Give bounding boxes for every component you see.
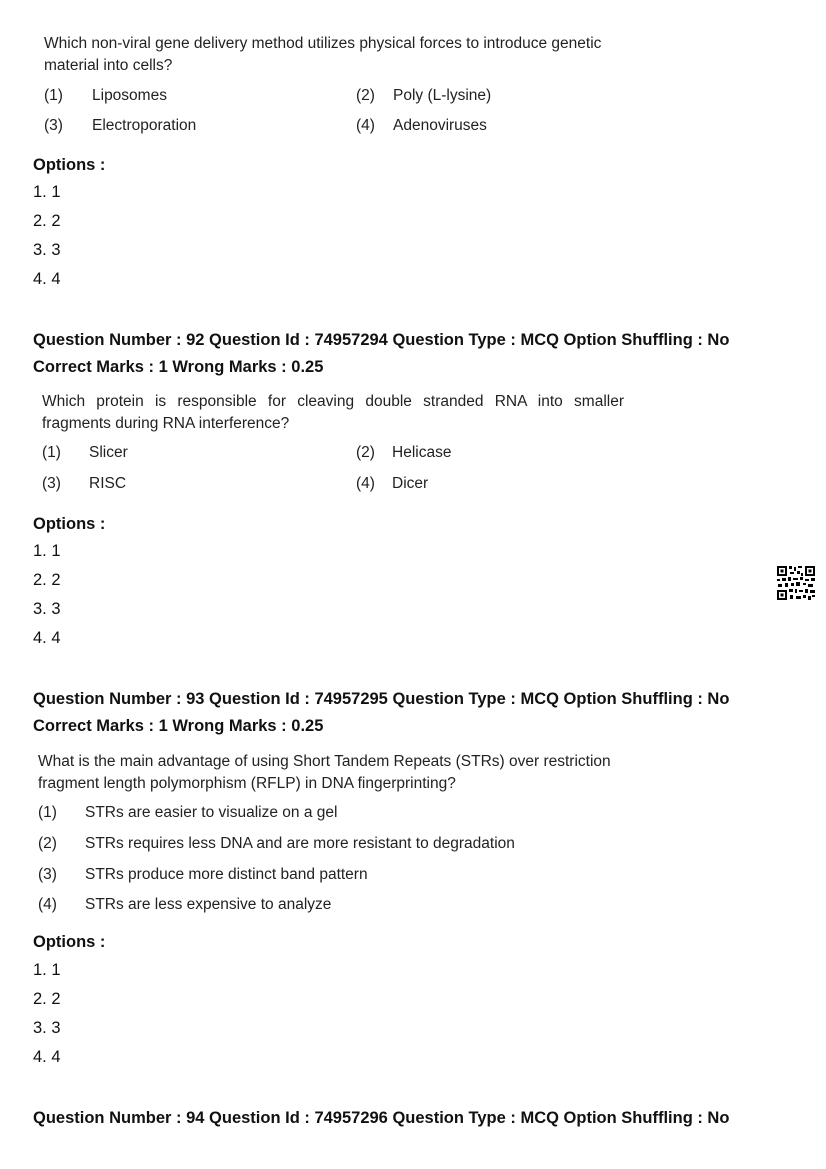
option-text: STRs are less expensive to analyze bbox=[85, 896, 332, 913]
answer-option bbox=[42, 475, 127, 493]
option-text: STRs requires less DNA and are more resistant to degradation bbox=[85, 835, 515, 852]
choice-item: 2. 2 bbox=[33, 990, 61, 1008]
choice-item: 3. 3 bbox=[33, 1019, 61, 1037]
options-heading: Options : bbox=[33, 933, 106, 951]
question-text-line: material into cells? bbox=[44, 57, 173, 74]
marks-line: Correct Marks : 1 Wrong Marks : 0.25 bbox=[33, 358, 324, 376]
option-number: (4) bbox=[356, 475, 375, 492]
answer-option bbox=[42, 444, 128, 462]
choice-item: 1. 1 bbox=[33, 183, 61, 201]
option-text: Helicase bbox=[392, 444, 452, 461]
choice-item: 4. 4 bbox=[33, 270, 61, 288]
option-number: (2) bbox=[356, 444, 375, 461]
option-number: (3) bbox=[38, 866, 57, 883]
option-number: (1) bbox=[44, 87, 63, 104]
option-text: Poly (L-lysine) bbox=[393, 87, 492, 104]
choice-item: 4. 4 bbox=[33, 629, 61, 647]
answer-option bbox=[356, 475, 429, 493]
answer-option bbox=[44, 117, 197, 135]
question-91-text bbox=[44, 33, 601, 77]
answer-option bbox=[38, 804, 338, 822]
answer-option bbox=[356, 87, 492, 105]
choice-item: 3. 3 bbox=[33, 241, 61, 259]
qr-code-icon bbox=[776, 565, 816, 601]
option-number: (4) bbox=[356, 117, 375, 134]
question-text-line: Which non-viral gene delivery method utilizes physical forces to introduce genetic bbox=[44, 35, 602, 52]
option-number: (3) bbox=[44, 117, 63, 134]
question-text-line: fragment length polymorphism (RFLP) in DNA fingerprinting? bbox=[38, 775, 456, 792]
question-text-line: fragments during RNA interference? bbox=[42, 415, 290, 432]
option-number: (2) bbox=[356, 87, 375, 104]
options-heading: Options : bbox=[33, 515, 106, 533]
option-text: Slicer bbox=[89, 444, 128, 461]
answer-option bbox=[38, 835, 515, 853]
choice-item: 1. 1 bbox=[33, 961, 61, 979]
choice-item: 4. 4 bbox=[33, 1048, 61, 1066]
answer-option bbox=[38, 896, 332, 914]
answer-option bbox=[356, 117, 487, 135]
option-number: (2) bbox=[38, 835, 57, 852]
marks-line: Correct Marks : 1 Wrong Marks : 0.25 bbox=[33, 717, 324, 735]
option-text: Liposomes bbox=[92, 87, 167, 104]
option-text: STRs produce more distinct band pattern bbox=[85, 866, 368, 883]
question-header: Question Number : 94 Question Id : 74957296 Question Type : MCQ Option Shuffling : No bbox=[33, 1109, 730, 1127]
options-heading: Options : bbox=[33, 156, 106, 174]
question-text-line: What is the main advantage of using Short Tandem Repeats (STRs) over restriction bbox=[38, 753, 611, 770]
option-text: Dicer bbox=[392, 475, 429, 492]
question-header: Question Number : 92 Question Id : 74957294 Question Type : MCQ Option Shuffling : No bbox=[33, 331, 730, 349]
option-number: (1) bbox=[38, 804, 57, 821]
choice-item: 1. 1 bbox=[33, 542, 61, 560]
option-text: Electroporation bbox=[92, 117, 197, 134]
option-text: Adenoviruses bbox=[393, 117, 487, 134]
answer-option bbox=[38, 866, 368, 884]
answer-option bbox=[44, 87, 167, 105]
question-text-line: Which protein is responsible for cleaving double stranded RNA into smaller bbox=[42, 393, 624, 410]
option-number: (3) bbox=[42, 475, 61, 492]
option-number: (1) bbox=[42, 444, 61, 461]
choice-item: 3. 3 bbox=[33, 600, 61, 618]
choice-item: 2. 2 bbox=[33, 571, 61, 589]
option-text: STRs are easier to visualize on a gel bbox=[85, 804, 338, 821]
option-text: RISC bbox=[89, 475, 127, 492]
answer-option bbox=[356, 444, 452, 462]
choice-item: 2. 2 bbox=[33, 212, 61, 230]
option-number: (4) bbox=[38, 896, 57, 913]
question-header: Question Number : 93 Question Id : 74957295 Question Type : MCQ Option Shuffling : No bbox=[33, 690, 730, 708]
